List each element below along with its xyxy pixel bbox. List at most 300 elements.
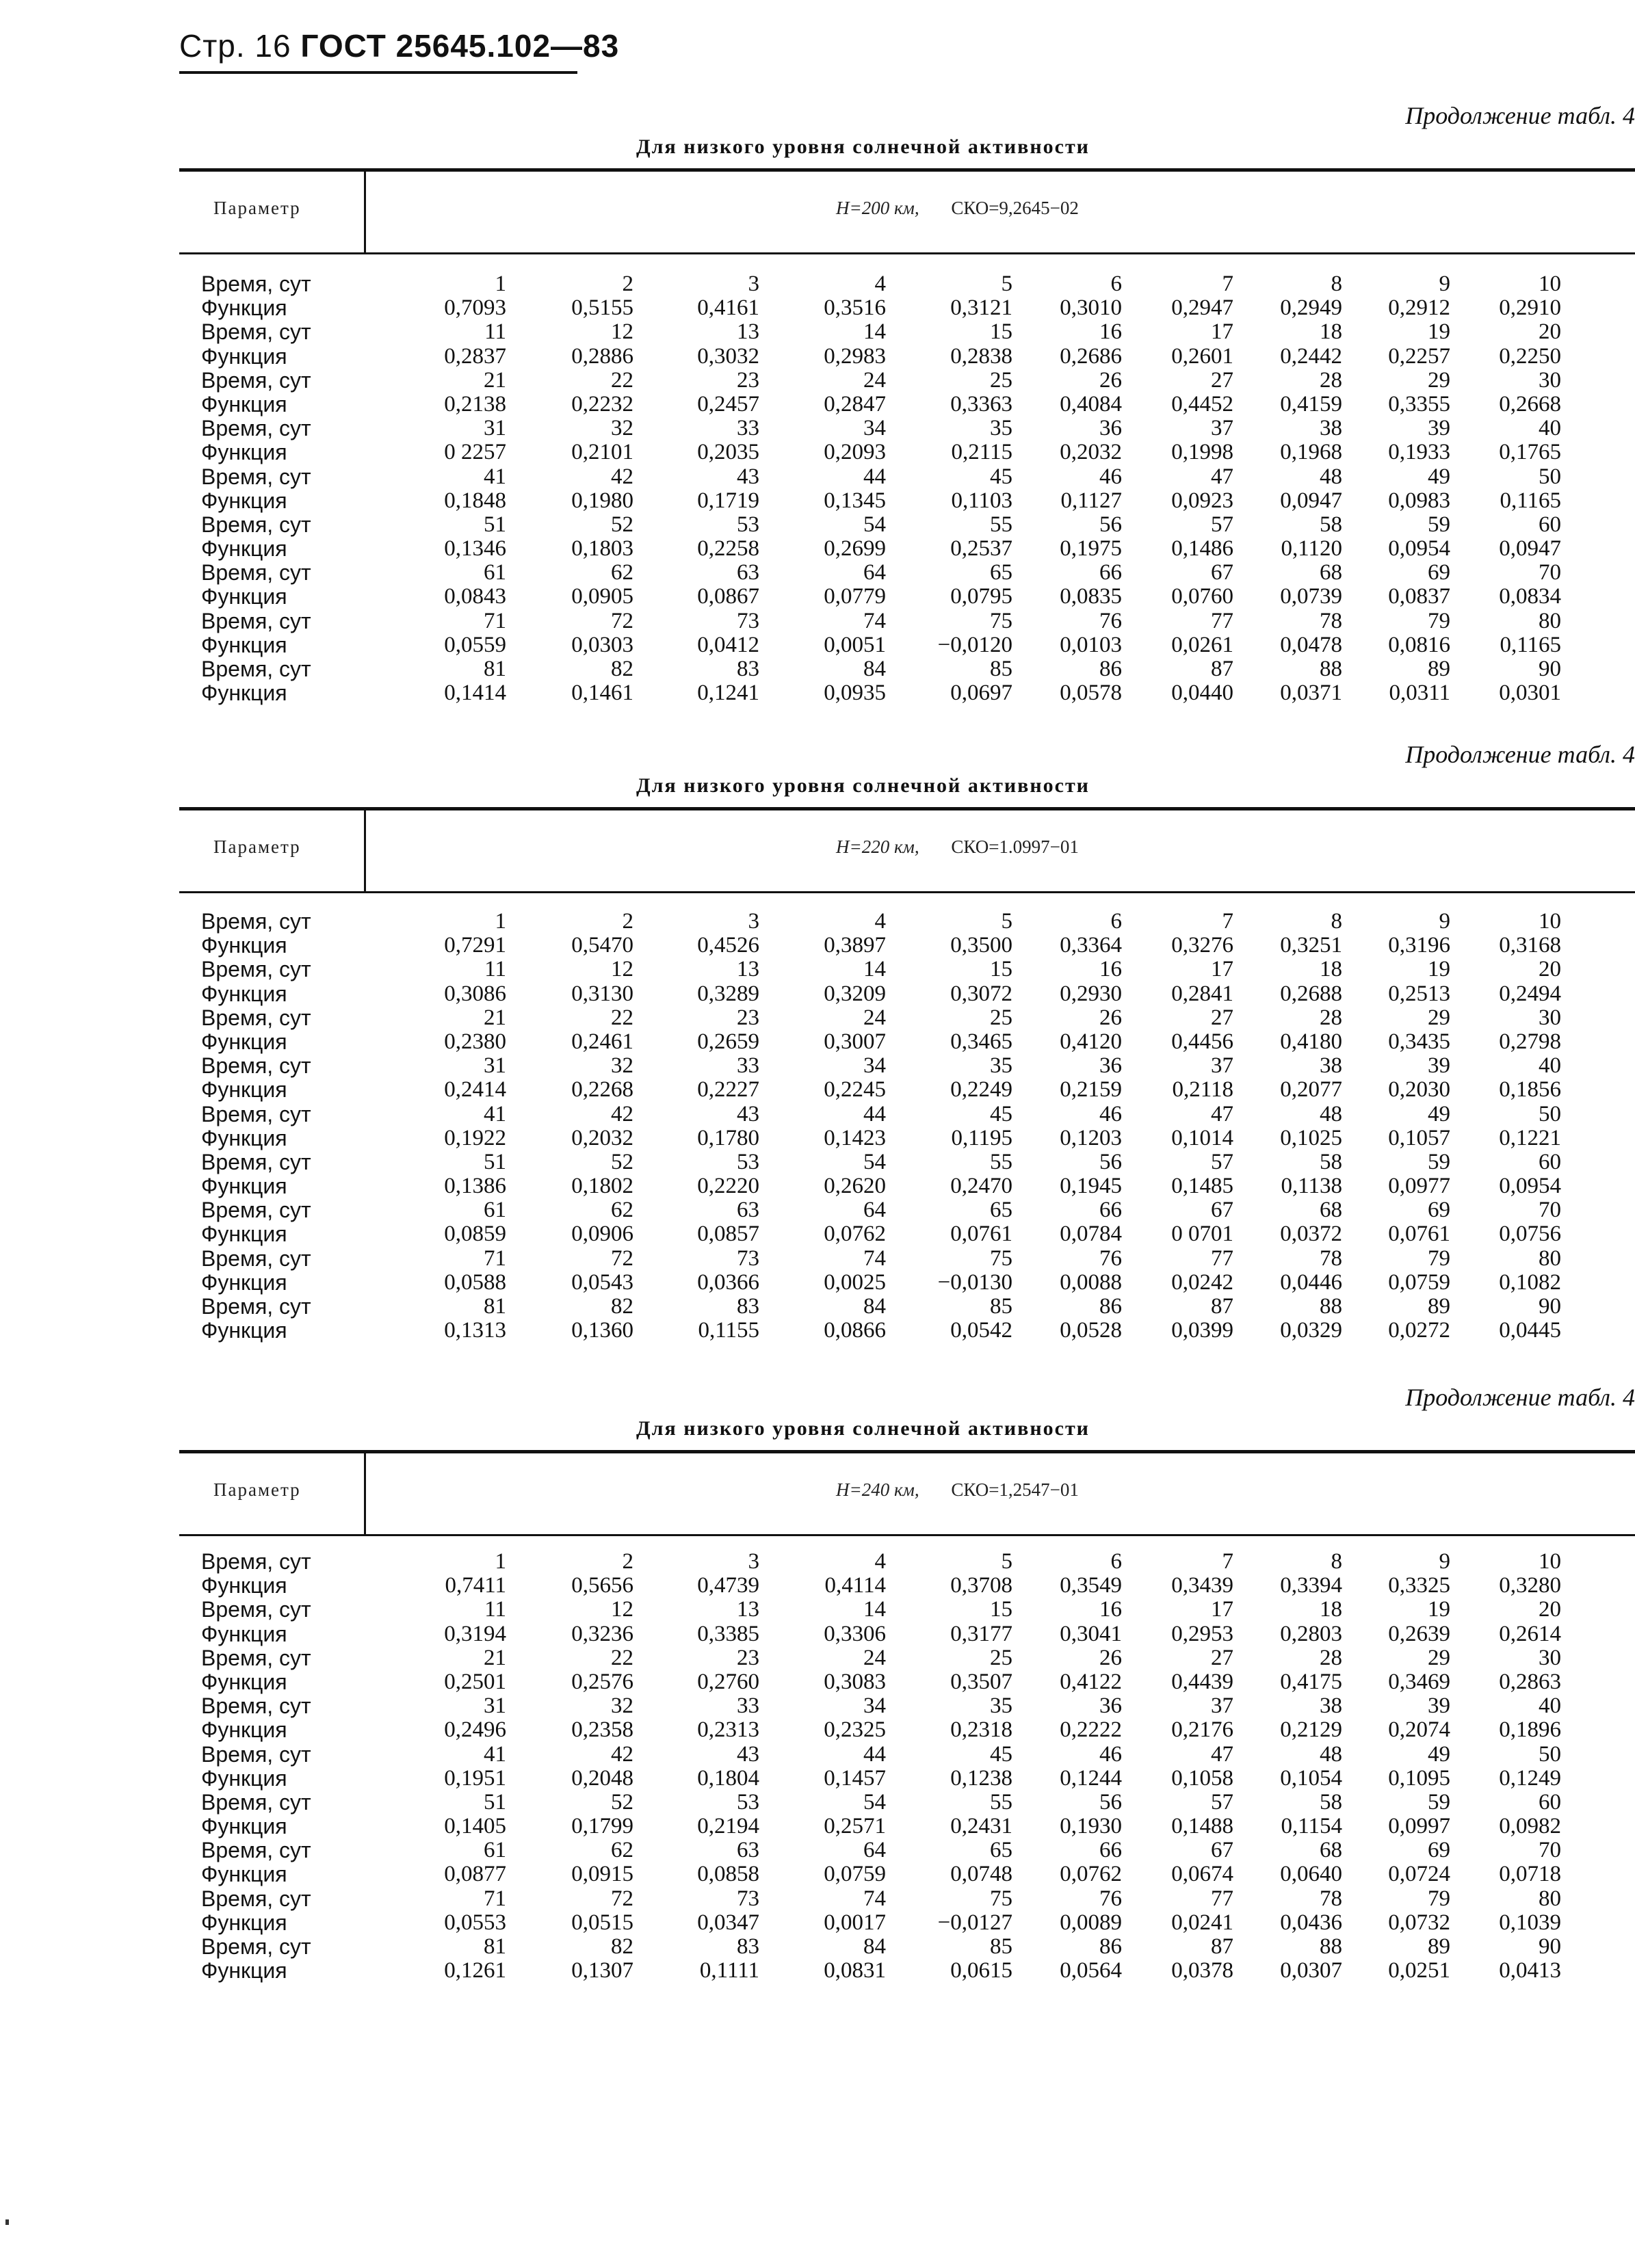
- table-cell: 34: [863, 416, 886, 441]
- table-cell: 0,1203: [1060, 1125, 1122, 1150]
- row-label: Функция: [201, 1222, 287, 1247]
- table-cell: 0,3196: [1388, 933, 1450, 958]
- table-cell: 28: [1320, 367, 1342, 393]
- row-label: Время, сут: [201, 272, 311, 296]
- table-row: [0, 393, 1635, 417]
- row-label: Функция: [201, 1814, 287, 1839]
- row-label: Функция: [201, 1318, 287, 1343]
- table-cell: 24: [863, 1005, 886, 1030]
- table-cell: 0,1058: [1171, 1765, 1233, 1791]
- table-cell: 65: [990, 1838, 1012, 1863]
- table-cell: 41: [484, 1101, 506, 1126]
- table-cell: 31: [484, 1693, 506, 1719]
- table-cell: 0,1933: [1388, 440, 1450, 465]
- table-cell: 0,1780: [697, 1125, 759, 1150]
- table-row: [0, 934, 1635, 958]
- table-row: [0, 1935, 1635, 1959]
- table-cell: 47: [1211, 1101, 1233, 1126]
- table-cell: 32: [611, 416, 633, 441]
- table-cell: 0,1945: [1060, 1174, 1122, 1199]
- table-cell: 0,1313: [444, 1318, 506, 1343]
- table-row: [0, 910, 1635, 934]
- table-row: [0, 440, 1635, 464]
- table-cell: 67: [1211, 1838, 1233, 1863]
- table-cell: 30: [1539, 367, 1561, 393]
- table-cell: 79: [1428, 1245, 1450, 1271]
- table-cell: 76: [1099, 1245, 1122, 1271]
- table-row: [0, 1743, 1635, 1767]
- table-cell: 0,3325: [1388, 1573, 1450, 1598]
- table-cell: 56: [1099, 1789, 1122, 1815]
- param-label: Параметр: [213, 836, 301, 857]
- table-cell: 0 0701: [1171, 1222, 1233, 1247]
- table-cell: 87: [1211, 657, 1233, 681]
- table-cell: 0,2461: [571, 1029, 633, 1054]
- table-row: [0, 1862, 1635, 1886]
- table-row: [0, 272, 1635, 296]
- row-label: Функция: [201, 681, 287, 706]
- table-cell: 25: [990, 367, 1012, 393]
- table-cell: 28: [1320, 1005, 1342, 1030]
- table-cell: 26: [1099, 367, 1122, 393]
- table-cell: 0,0905: [571, 584, 633, 609]
- table-cell: 0,3439: [1171, 1573, 1233, 1598]
- row-label: Время, сут: [201, 1549, 311, 1574]
- table-cell: 0,3083: [824, 1669, 886, 1694]
- table-cell: 0,1138: [1281, 1174, 1342, 1199]
- table-cell: 0,1154: [1281, 1814, 1342, 1839]
- table-cell: 0,3209: [824, 981, 886, 1006]
- table-cell: 0,0640: [1280, 1862, 1342, 1887]
- table-cell: 60: [1539, 512, 1561, 537]
- table-cell: 35: [990, 1053, 1012, 1079]
- table-cell: 0,2268: [571, 1077, 633, 1103]
- table-cell: 75: [990, 608, 1012, 633]
- row-label: Функция: [201, 391, 287, 417]
- table-cell: 1: [495, 272, 506, 296]
- table-row: [0, 1622, 1635, 1646]
- row-label: Функция: [201, 1125, 287, 1150]
- table-cell: 0,0578: [1060, 681, 1122, 706]
- table-cell: 8: [1331, 1549, 1342, 1574]
- table-cell: 0,2953: [1171, 1621, 1233, 1646]
- table-cell: 0,2912: [1388, 295, 1450, 321]
- table-cell: 0,4122: [1060, 1669, 1122, 1694]
- table-cell: 0,3897: [824, 933, 886, 958]
- row-label: Функция: [201, 933, 287, 958]
- continuation-note: Продолжение табл. 4: [1405, 741, 1635, 768]
- table-cell: 0,1165: [1500, 488, 1561, 513]
- table-cell: 20: [1539, 319, 1561, 345]
- table-header: [179, 1450, 1635, 1536]
- table-cell: 0,2494: [1499, 981, 1561, 1006]
- table-cell: 87: [1211, 1934, 1233, 1959]
- table-cell: 0,1980: [571, 488, 633, 513]
- altitude-label: H=220 км,: [836, 836, 919, 857]
- table-cell: 26: [1099, 1645, 1122, 1670]
- table-cell: 0,2227: [697, 1077, 759, 1103]
- table-cell: 0,4159: [1280, 391, 1342, 417]
- table-cell: 0,1155: [698, 1318, 759, 1343]
- table-cell: 37: [1211, 1693, 1233, 1719]
- row-label: Время, сут: [201, 1789, 311, 1815]
- table-cell: 79: [1428, 1886, 1450, 1911]
- table-cell: 0,1856: [1499, 1077, 1561, 1103]
- table-cell: 35: [990, 1693, 1012, 1719]
- table-cell: 69: [1428, 560, 1450, 585]
- table-cell: 0,1054: [1280, 1765, 1342, 1791]
- table-cell: 45: [990, 1101, 1012, 1126]
- sko-label: СКО=1.0997−01: [951, 836, 1079, 857]
- table-cell: 0,0748: [950, 1862, 1012, 1887]
- table-cell: 2: [622, 272, 633, 296]
- table-cell: 0,0559: [444, 632, 506, 657]
- table-row: [0, 1670, 1635, 1694]
- table-cell: 0,0756: [1499, 1222, 1561, 1247]
- continuation-note: Продолжение табл. 4: [1405, 102, 1635, 129]
- table-cell: 29: [1428, 1005, 1450, 1030]
- table-cell: 74: [863, 1886, 886, 1911]
- table-cell: 34: [863, 1053, 886, 1079]
- table-cell: 20: [1539, 957, 1561, 982]
- table-cell: 27: [1211, 1005, 1233, 1030]
- table-cell: 88: [1320, 1934, 1342, 1959]
- table-cell: 0,0399: [1171, 1318, 1233, 1343]
- table-cell: 19: [1428, 319, 1450, 345]
- table-cell: 0,2232: [571, 391, 633, 417]
- table-cell: 0,2318: [950, 1717, 1012, 1743]
- table-cell: 89: [1428, 1294, 1450, 1319]
- table-cell: 0,0697: [950, 681, 1012, 706]
- table-cell: 0,3306: [824, 1621, 886, 1646]
- row-label: Функция: [201, 1269, 287, 1295]
- table-cell: 56: [1099, 512, 1122, 537]
- table-cell: 0,3516: [824, 295, 886, 321]
- table-cell: 0,2947: [1171, 295, 1233, 321]
- table-cell: 0,2220: [697, 1174, 759, 1199]
- table-cell: 0,0866: [824, 1318, 886, 1343]
- table-cell: 33: [737, 416, 759, 441]
- table-cell: 66: [1099, 560, 1122, 585]
- table-cell: 48: [1320, 1741, 1342, 1767]
- table-cell: 0,0251: [1388, 1958, 1450, 1983]
- table-cell: 0,4114: [824, 1573, 886, 1598]
- row-label: Время, сут: [201, 657, 311, 681]
- table-cell: 0,0954: [1388, 536, 1450, 562]
- table-cell: 0,3276: [1171, 933, 1233, 958]
- row-label: Функция: [201, 1717, 287, 1743]
- table-cell: 0,2414: [444, 1077, 506, 1103]
- table-cell: 9: [1439, 272, 1450, 296]
- table-cell: 0,0615: [950, 1958, 1012, 1983]
- table-row: [0, 417, 1635, 440]
- table-cell: 16: [1099, 1597, 1122, 1622]
- table-body: [0, 272, 1635, 705]
- table-cell: 57: [1211, 1789, 1233, 1815]
- table-cell: 23: [737, 367, 759, 393]
- table-cell: 76: [1099, 1886, 1122, 1911]
- table-cell: 7: [1222, 272, 1233, 296]
- table-cell: 0,1951: [444, 1765, 506, 1791]
- table-cell: 27: [1211, 367, 1233, 393]
- row-label: Функция: [201, 536, 287, 562]
- table-cell: 9: [1439, 909, 1450, 934]
- table-cell: 0,0760: [1171, 584, 1233, 609]
- row-label: Время, сут: [201, 512, 311, 537]
- table-cell: 2: [622, 1549, 633, 1574]
- table-cell: 87: [1211, 1294, 1233, 1319]
- table-cell: 46: [1099, 1741, 1122, 1767]
- table-cell: 0,3280: [1499, 1573, 1561, 1598]
- table-cell: 29: [1428, 367, 1450, 393]
- table-cell: 0,2798: [1499, 1029, 1561, 1054]
- table-cell: 0,2431: [950, 1814, 1012, 1839]
- table-cell: 0,5155: [571, 295, 633, 321]
- table-cell: 14: [863, 319, 886, 345]
- table-cell: 85: [990, 1934, 1012, 1959]
- table-cell: 0,0378: [1171, 1958, 1233, 1983]
- table-cell: 21: [484, 1645, 506, 1670]
- row-label: Функция: [201, 1958, 287, 1983]
- table-cell: 53: [737, 512, 759, 537]
- table-cell: 85: [990, 1294, 1012, 1319]
- table-cell: 7: [1222, 1549, 1233, 1574]
- table-cell: 89: [1428, 657, 1450, 681]
- table-row: [0, 1887, 1635, 1911]
- table-cell: 79: [1428, 608, 1450, 633]
- table-cell: 0,4452: [1171, 391, 1233, 417]
- table-row: [0, 1791, 1635, 1815]
- table-cell: 0,0947: [1280, 488, 1342, 513]
- table-cell: 0,4180: [1280, 1029, 1342, 1054]
- table-cell: 60: [1539, 1789, 1561, 1815]
- table-cell: 0,2496: [444, 1717, 506, 1743]
- table-cell: 74: [863, 608, 886, 633]
- table-cell: 14: [863, 1597, 886, 1622]
- table-cell: 5: [1001, 1549, 1012, 1574]
- table-cell: 39: [1428, 416, 1450, 441]
- table-cell: 5: [1001, 272, 1012, 296]
- table-cell: 12: [611, 319, 633, 345]
- table-cell: −0,0120: [937, 632, 1012, 657]
- table-cell: 5: [1001, 909, 1012, 934]
- table-cell: 0,0859: [444, 1222, 506, 1247]
- table-cell: 75: [990, 1245, 1012, 1271]
- table-row: [0, 465, 1635, 489]
- table-cell: 0,1461: [571, 681, 633, 706]
- row-label: Время, сут: [201, 1149, 311, 1174]
- row-label: Функция: [201, 295, 287, 321]
- table-row: [0, 1550, 1635, 1574]
- table-cell: 0,0272: [1388, 1318, 1450, 1343]
- table-cell: 0,0051: [824, 632, 886, 657]
- table-cell: 80: [1539, 1245, 1561, 1271]
- table-cell: 0,2101: [571, 440, 633, 465]
- table-cell: 0,1719: [697, 488, 759, 513]
- table-cell: 0,3708: [950, 1573, 1012, 1598]
- table-row: [0, 633, 1635, 657]
- table-cell: 52: [611, 512, 633, 537]
- row-label: Функция: [201, 584, 287, 609]
- table-cell: 0,0923: [1171, 488, 1233, 513]
- table-cell: 0,5470: [571, 933, 633, 958]
- table-cell: 4: [874, 909, 886, 934]
- row-label: Время, сут: [201, 1005, 311, 1030]
- table-cell: 0,1457: [824, 1765, 886, 1791]
- row-label: Время, сут: [201, 1934, 311, 1959]
- table-cell: 0,2699: [824, 536, 886, 562]
- table-cell: 83: [737, 657, 759, 681]
- table-cell: 0,1221: [1499, 1125, 1561, 1150]
- table-cell: 0,4456: [1171, 1029, 1233, 1054]
- table-cell: 84: [863, 1934, 886, 1959]
- table-cell: 59: [1428, 512, 1450, 537]
- table-cell: 82: [611, 1934, 633, 1959]
- row-label: Функция: [201, 488, 287, 513]
- table-row: [0, 513, 1635, 537]
- table-cell: 19: [1428, 1597, 1450, 1622]
- table-cell: 22: [611, 1645, 633, 1670]
- table-cell: 0,2639: [1388, 1621, 1450, 1646]
- table-cell: 84: [863, 1294, 886, 1319]
- table-cell: 47: [1211, 464, 1233, 489]
- header-rule: [179, 71, 577, 74]
- table-cell: 0,1998: [1171, 440, 1233, 465]
- table-cell: 62: [611, 1838, 633, 1863]
- table-cell: 0,3289: [697, 981, 759, 1006]
- table-cell: 0,0446: [1280, 1269, 1342, 1295]
- table-cell: 84: [863, 657, 886, 681]
- table-cell: 69: [1428, 1838, 1450, 1863]
- table-cell: 64: [863, 560, 886, 585]
- table-cell: 0,2841: [1171, 981, 1233, 1006]
- table-cell: 24: [863, 1645, 886, 1670]
- table-cell: 28: [1320, 1645, 1342, 1670]
- row-label: Функция: [201, 1573, 287, 1598]
- table-cell: 0,0906: [571, 1222, 633, 1247]
- table-cell: 0,3041: [1060, 1621, 1122, 1646]
- table-cell: 82: [611, 657, 633, 681]
- table-row: [0, 1247, 1635, 1271]
- table-cell: 61: [484, 1198, 506, 1223]
- table-cell: 21: [484, 1005, 506, 1030]
- table-cell: 0,1405: [444, 1814, 506, 1839]
- table-cell: 0,2249: [950, 1077, 1012, 1103]
- column-divider: [364, 807, 366, 893]
- table-row: [0, 1598, 1635, 1622]
- table-cell: 13: [737, 1597, 759, 1622]
- table-row: [0, 1959, 1635, 1983]
- table-cell: 0,0543: [571, 1269, 633, 1295]
- table-cell: 0,0816: [1388, 632, 1450, 657]
- table-row: [0, 369, 1635, 393]
- table-cell: 54: [863, 1149, 886, 1174]
- row-label: Время, сут: [201, 608, 311, 633]
- row-label: Время, сут: [201, 1693, 311, 1719]
- table-cell: 45: [990, 1741, 1012, 1767]
- table-cell: 0,4526: [697, 933, 759, 958]
- table-cell: 0,0542: [950, 1318, 1012, 1343]
- table-cell: 72: [611, 608, 633, 633]
- table-cell: 0,3469: [1388, 1669, 1450, 1694]
- table-cell: 1: [495, 909, 506, 934]
- table-cell: 40: [1539, 1053, 1561, 1079]
- table-cell: 78: [1320, 1245, 1342, 1271]
- table-cell: 44: [863, 1101, 886, 1126]
- table-cell: 0,2930: [1060, 981, 1122, 1006]
- table-cell: 0,1360: [571, 1318, 633, 1343]
- table-cell: 0,4439: [1171, 1669, 1233, 1694]
- table-cell: 0,2470: [950, 1174, 1012, 1199]
- table-cell: 0,0762: [1060, 1862, 1122, 1887]
- table-row: [0, 1718, 1635, 1742]
- table-cell: 0,0674: [1171, 1862, 1233, 1887]
- table-row: [0, 1054, 1635, 1078]
- table-cell: 0,2688: [1280, 981, 1342, 1006]
- table-row: [0, 1574, 1635, 1598]
- table-cell: 63: [737, 560, 759, 585]
- table-cell: 0,1804: [697, 1765, 759, 1791]
- row-label: Функция: [201, 1174, 287, 1199]
- table-cell: 0,3177: [950, 1621, 1012, 1646]
- section-title: Для низкого уровня солнечной активности: [636, 135, 1090, 158]
- table-cell: 0,2614: [1499, 1621, 1561, 1646]
- table-cell: 62: [611, 1198, 633, 1223]
- table-cell: 0,0982: [1499, 1814, 1561, 1839]
- table-cell: 57: [1211, 512, 1233, 537]
- table-cell: 0,0515: [571, 1910, 633, 1935]
- table-cell: 0,1346: [444, 536, 506, 562]
- table-cell: 0,2176: [1171, 1717, 1233, 1743]
- table-cell: 10: [1539, 909, 1561, 934]
- table-cell: 0,2501: [444, 1669, 506, 1694]
- table-cell: 0,1386: [444, 1174, 506, 1199]
- table-cell: 53: [737, 1149, 759, 1174]
- table-cell: 0,2686: [1060, 343, 1122, 369]
- table-cell: 51: [484, 1789, 506, 1815]
- table-cell: 0,3086: [444, 981, 506, 1006]
- table-cell: 0,0347: [697, 1910, 759, 1935]
- param-label: Параметр: [213, 198, 301, 218]
- table-row: [0, 1295, 1635, 1319]
- table-cell: 0,7411: [445, 1573, 506, 1598]
- table-cell: 0,2457: [697, 391, 759, 417]
- table-row: [0, 320, 1635, 344]
- table-cell: 0,1968: [1280, 440, 1342, 465]
- table-cell: 0,0329: [1280, 1318, 1342, 1343]
- table-cell: 0,2442: [1280, 343, 1342, 369]
- table-cell: 0,0371: [1280, 681, 1342, 706]
- table-cell: 0,1244: [1060, 1765, 1122, 1791]
- table-cell: 70: [1539, 1838, 1561, 1863]
- table-cell: 14: [863, 957, 886, 982]
- table-cell: 32: [611, 1693, 633, 1719]
- table-params: [836, 1479, 1079, 1501]
- continuation-note: Продолжение табл. 4: [1405, 1384, 1635, 1411]
- table-cell: 82: [611, 1294, 633, 1319]
- table-cell: 0,0867: [697, 584, 759, 609]
- row-label: Время, сут: [201, 464, 311, 489]
- table-cell: 0,3130: [571, 981, 633, 1006]
- table-cell: 75: [990, 1886, 1012, 1911]
- table-cell: 0,0412: [697, 632, 759, 657]
- table-cell: 0,2313: [697, 1717, 759, 1743]
- table-cell: 50: [1539, 464, 1561, 489]
- table-cell: 68: [1320, 1838, 1342, 1863]
- table-row: [0, 1174, 1635, 1198]
- table-cell: 71: [484, 1886, 506, 1911]
- table-cell: 0,0241: [1171, 1910, 1233, 1935]
